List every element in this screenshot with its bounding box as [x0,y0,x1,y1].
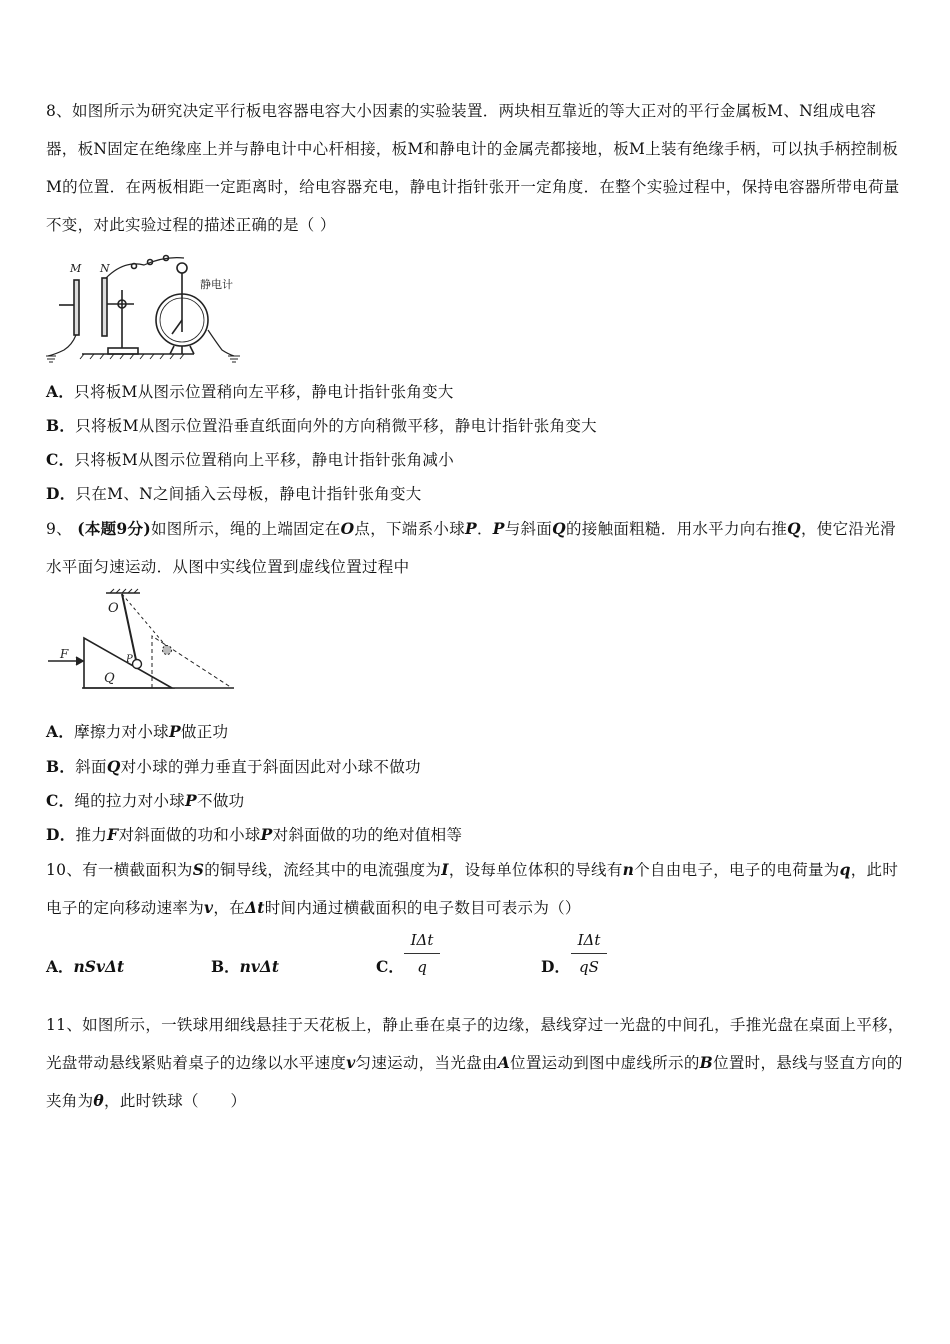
q10-text-2: 的铜导线，流经其中的电流强度为 [204,861,442,879]
q8-label-meter: 静电计 [200,278,233,291]
q8-option-c [46,448,906,472]
q9-incline-figure [44,588,239,698]
q10-option-c-num: IΔt [404,931,440,954]
q10-option-b [211,955,279,977]
q8-option-c-label: C． [46,450,75,469]
q9-option-b-var: Q [106,757,121,776]
q9-option-d [46,823,906,847]
q9-option-a-pre: 摩擦力对小球 [74,723,169,741]
q9-option-c-post: 不做功 [197,792,245,810]
q9-option-b-post: 对小球的弹力垂直于斜面因此对小球不做功 [120,758,421,776]
q10-option-d-den: qS [579,958,599,976]
q11-text-2: 匀速运动，当光盘由 [355,1054,498,1072]
q9-option-c [46,789,906,813]
q8-label-m: M [70,262,82,275]
q10-option-b-expr: nvΔt [239,957,280,976]
q9-option-a-post: 做正功 [180,723,229,741]
q9-var-q2: Q [787,519,801,538]
q10-var-dt: Δt [244,898,265,917]
q8-option-b [46,414,906,438]
q9-stem [46,510,906,586]
q8-option-a-text: 只将板M从图示位置稍向左平移，静电计指针张角变大 [74,383,454,401]
q10-option-d-fraction [571,931,607,976]
q8-option-b-label: B． [46,416,76,435]
q11-var-a: A [497,1053,511,1072]
q10-option-a [46,955,124,977]
q8-option-d-label: D． [46,484,76,503]
q9-label-q: Q [104,671,115,686]
q9-var-p1: P [465,519,477,538]
q8-capacitor-figure [44,250,244,365]
q10-option-c-label: C． [376,957,404,976]
q9-option-a-label: A． [46,722,75,741]
q10-option-a-label: A． [46,957,74,976]
q10-text-4: ，设每单位体积的导线有 [448,861,623,879]
q9-text-4: ． [476,520,493,538]
q9-option-b-label: B． [46,757,76,776]
q9-text-2: 点，下端系小球 [354,520,465,538]
q8-stem [46,92,906,244]
q10-var-i: I [441,860,449,879]
q10-var-q: q [839,860,851,879]
q9-option-d-post2: 对斜面做的功的绝对值相等 [272,826,463,844]
q9-var-p2: P [492,519,505,538]
q9-option-d-post: 对斜面做的功和小球 [118,826,261,844]
q8-option-d-text: 只在M、N之间插入云母板，静电计指针张角变大 [75,485,422,503]
q11-text-4: 位置运动到图中虚线所示的 [510,1054,700,1072]
q9-score: (本题9分) [77,519,151,538]
q10-text-12: 时间内通过横截面积的电子数目可表示为（） [264,899,581,917]
q9-number: 9、 [46,520,72,538]
q10-text-6: 个自由电子，电子的电荷量为 [634,861,840,879]
q9-option-d-var2: P [260,825,273,844]
q9-var-q1: Q [552,519,566,538]
q11-text-0: 如图所示，一铁球用细线悬挂于天花板上，静止垂在桌子的边缘，悬线穿过一光盘的中间孔，手推光盘在桌面上平移，光盘带动悬线紧贴着桌子的边缘以水平速度 [46,1016,904,1072]
q8-option-d [46,482,906,506]
q10-text-8: ，此时电子的定向移动速率为 [46,861,899,917]
q9-option-d-pre: 推力 [75,826,108,844]
q9-label-f: F [60,647,69,661]
q10-option-a-expr: nSvΔt [73,957,125,976]
q9-option-c-var: P [185,791,198,810]
q11-text-6: 位置时，悬线与竖直方向的夹角为 [46,1054,903,1110]
q9-label-o: O [108,601,119,616]
q10-option-d-num: IΔt [571,931,607,954]
q11-var-b: B [699,1053,714,1072]
q8-option-a-label: A． [46,382,75,401]
q9-text-6: 与斜面 [504,520,553,538]
q9-label-p: P [126,654,133,665]
q8-text: 如图所示为研究决定平行板电容器电容大小因素的实验装置．两块相互靠近的等大正对的平行金属板M、N组成电容器，板N固定在绝缘座上并与静电计中心杆相接，板M和静电计的金属壳都接地，板M上装有绝缘手柄，可以执手柄控制板M的位置．在两板相距一定距离时，给电容器充电，静电计指针张开一定角度．在整个实验过程中，保持电容器所带电荷量不变，对此实验过程的描述正确的是（ ） [46,102,900,234]
q10-text-10: ，在 [213,899,245,917]
q8-number: 8、 [46,102,72,120]
q9-option-d-label: D． [46,825,76,844]
q10-number: 10、 [46,861,83,879]
q9-option-c-pre: 绳的拉力对小球 [74,792,186,810]
q8-option-a [46,380,906,404]
q9-option-c-label: C． [46,791,75,810]
q10-stem [46,851,906,927]
q11-number: 11、 [46,1016,83,1034]
q8-label-n: N [100,262,110,275]
q8-option-b-text: 只将板M从图示位置沿垂直纸面向外的方向稍微平移，静电计指针张角变大 [75,417,597,435]
q9-option-d-var: F [107,825,119,844]
q10-var-n: n [622,860,635,879]
q10-option-b-label: B． [211,957,240,976]
q9-option-a [46,720,906,744]
q10-option-c-den: q [417,958,427,976]
q10-text-0: 有一横截面积为 [82,861,193,879]
q10-option-c-fraction [404,931,440,976]
q9-var-o: O [340,519,355,538]
q9-option-a-var: P [168,722,181,741]
q9-option-b-pre: 斜面 [75,758,107,776]
q11-var-theta: θ [93,1091,105,1110]
q10-var-v: v [204,898,214,917]
q9-text-0: 如图所示，绳的上端固定在 [150,520,341,538]
q11-text-8: ，此时铁球（ ） [104,1092,247,1110]
q9-text-10: ，使它沿光滑水平面匀速运动．从图中实线位置到虚线位置过程中 [46,520,896,576]
q10-var-s: S [192,860,205,879]
q9-option-b [46,755,906,779]
q8-option-c-text: 只将板M从图示位置稍向上平移，静电计指针张角减小 [74,451,455,469]
q11-stem [46,1006,906,1120]
q11-var-v: v [346,1053,356,1072]
q9-text-8: 的接触面粗糙．用水平力向右推 [565,520,788,538]
q10-option-d-label: D． [541,957,570,976]
